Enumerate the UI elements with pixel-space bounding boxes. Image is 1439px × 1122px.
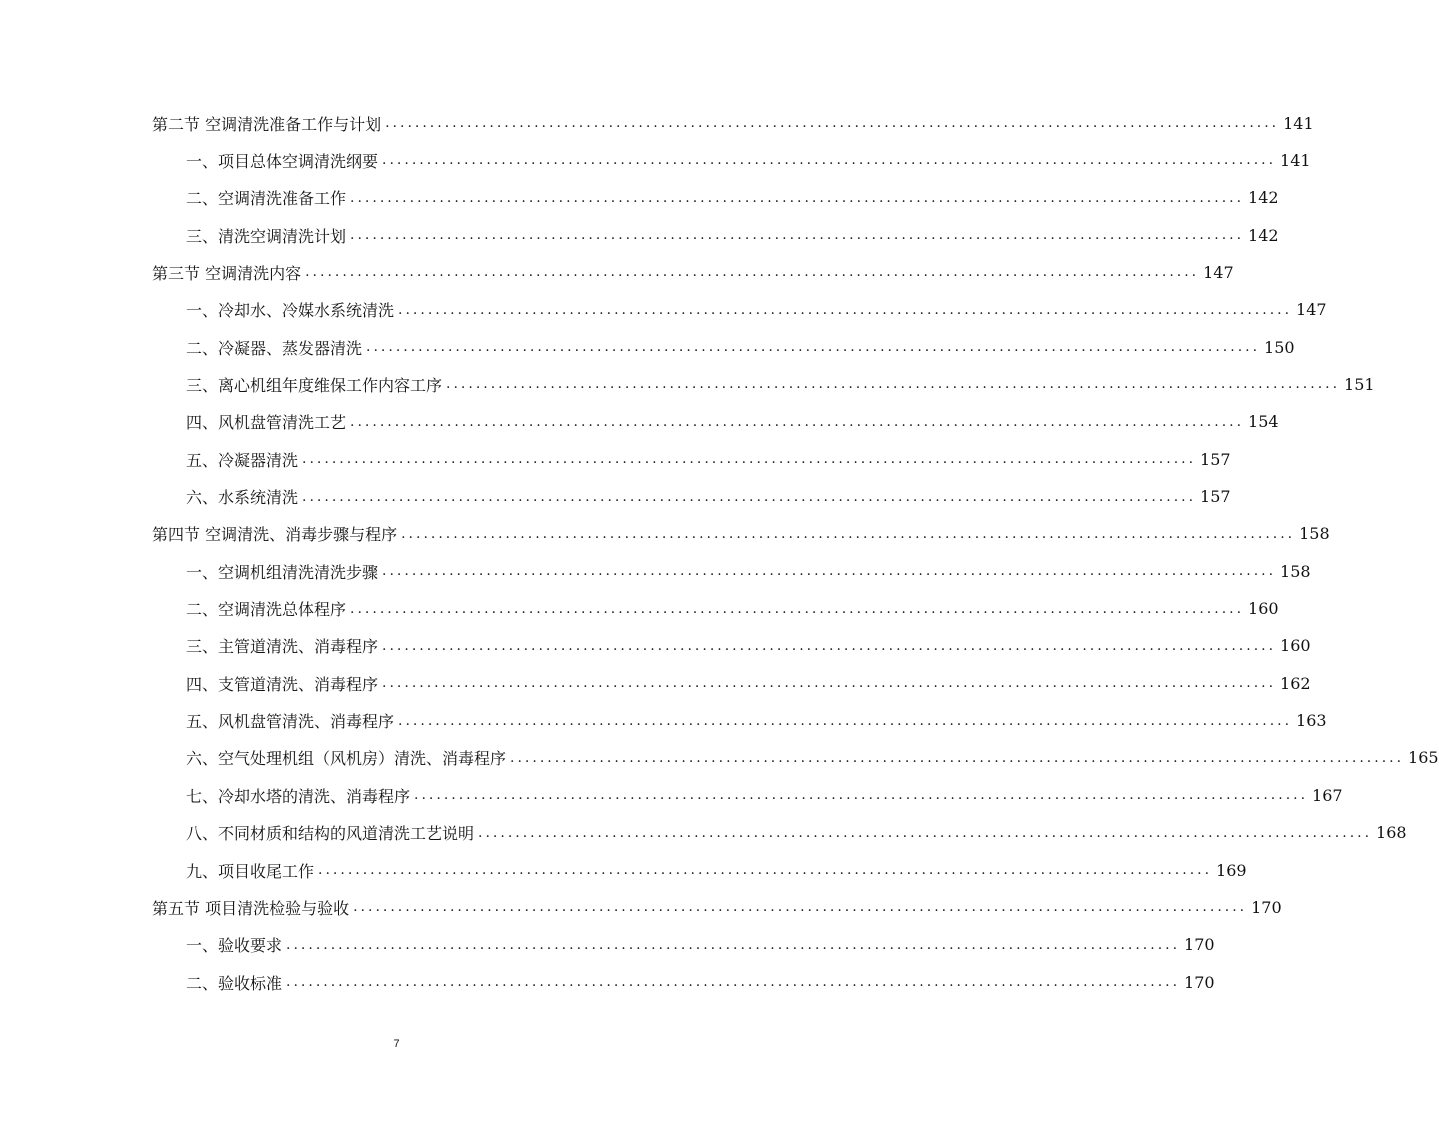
dot-leader: ........................................................................................................................ bbox=[318, 862, 1213, 878]
toc-entry[interactable] bbox=[186, 559, 1311, 583]
toc-entry-page: 147 bbox=[1203, 262, 1234, 282]
toc-entry[interactable] bbox=[186, 597, 1279, 621]
toc-entry-page: 169 bbox=[1216, 860, 1247, 880]
toc-entry-title: 二、空调清洗准备工作 bbox=[186, 189, 347, 209]
toc-entry[interactable] bbox=[186, 410, 1279, 434]
dot-leader: ........................................................................................................................ bbox=[350, 189, 1245, 206]
toc-entry-page: 141 bbox=[1283, 113, 1314, 133]
toc-entry-page: 142 bbox=[1248, 188, 1279, 208]
toc-entry[interactable] bbox=[186, 821, 1407, 845]
toc-entry[interactable] bbox=[186, 970, 1215, 994]
toc-entry-title: 二、冷凝器、蒸发器清洗 bbox=[186, 338, 363, 358]
dot-leader: ........................................................................................................................ bbox=[414, 787, 1309, 804]
toc-entry-title: 九、项目收尾工作 bbox=[186, 861, 315, 881]
toc-entry[interactable] bbox=[186, 709, 1327, 733]
dot-leader: ........................................................................................................................ bbox=[350, 227, 1245, 244]
dot-leader: ........................................................................................................................ bbox=[286, 936, 1181, 953]
toc-entry-page: 147 bbox=[1296, 300, 1327, 320]
toc-entry-title: 五、风机盘管清洗、消毒程序 bbox=[186, 712, 395, 732]
toc-entry-page: 158 bbox=[1299, 524, 1330, 544]
dot-leader: ........................................................................................................................ bbox=[305, 264, 1200, 281]
toc-entry-page: 167 bbox=[1312, 785, 1343, 805]
toc-entry-page: 150 bbox=[1264, 337, 1295, 357]
page-number: 7 bbox=[393, 1038, 400, 1050]
toc-entry-page: 162 bbox=[1280, 673, 1311, 693]
toc-entry[interactable] bbox=[152, 111, 1314, 135]
toc-entry[interactable] bbox=[186, 746, 1439, 770]
toc-entry-title: 一、验收要求 bbox=[186, 936, 283, 956]
toc-entry-page: 170 bbox=[1184, 972, 1215, 992]
toc-entry[interactable] bbox=[186, 485, 1231, 509]
toc-entry[interactable] bbox=[186, 447, 1231, 471]
toc-entry-title: 五、冷凝器清洗 bbox=[186, 450, 299, 470]
dot-leader: ........................................................................................................................ bbox=[382, 563, 1277, 580]
toc-entry-title: 六、水系统清洗 bbox=[186, 488, 299, 507]
toc-entry-title: 第四节 空调清洗、消毒步骤与程序 bbox=[152, 525, 398, 545]
dot-leader: ........................................................................................................................ bbox=[446, 376, 1341, 393]
dot-leader: ........................................................................................................................ bbox=[382, 637, 1277, 654]
dot-leader: ........................................................................................................................ bbox=[366, 339, 1261, 356]
toc-entry-title: 三、清洗空调清洗计划 bbox=[186, 226, 347, 246]
toc-entry-page: 160 bbox=[1280, 636, 1311, 656]
toc-entry-title: 二、空调清洗总体程序 bbox=[186, 600, 347, 620]
toc-entry-title: 八、不同材质和结构的风道清洗工艺说明 bbox=[186, 824, 475, 844]
toc-entry-page: 154 bbox=[1248, 412, 1279, 432]
toc-entry[interactable] bbox=[186, 298, 1327, 322]
toc-entry-title: 一、空调机组清洗清洗步骤 bbox=[186, 562, 379, 582]
toc-entry-title: 四、风机盘管清洗工艺 bbox=[186, 413, 347, 433]
dot-leader: ........................................................................................................................ bbox=[510, 749, 1405, 766]
toc-entry[interactable] bbox=[186, 372, 1375, 396]
dot-leader: ........................................................................................................................ bbox=[382, 675, 1277, 692]
toc-entry[interactable] bbox=[152, 260, 1234, 284]
toc-entry-title: 第二节 空调清洗准备工作与计划 bbox=[152, 114, 382, 134]
toc-entry-title: 六、空气处理机组（风机房）清洗、消毒程序 bbox=[186, 749, 507, 769]
toc-entry[interactable] bbox=[186, 186, 1279, 210]
toc-entry[interactable] bbox=[186, 634, 1311, 658]
toc-entry-page: 170 bbox=[1184, 935, 1215, 955]
toc-entry-page: 142 bbox=[1248, 225, 1279, 245]
toc-entry[interactable] bbox=[152, 895, 1282, 919]
dot-leader: ........................................................................................................................ bbox=[478, 824, 1373, 841]
dot-leader: ........................................................................................................................ bbox=[385, 115, 1280, 131]
dot-leader: ........................................................................................................................ bbox=[350, 600, 1245, 617]
toc-entry-page: 158 bbox=[1280, 561, 1311, 581]
toc-entry-page: 157 bbox=[1200, 449, 1231, 469]
toc-entry-title: 一、冷却水、冷媒水系统清洗 bbox=[186, 301, 395, 321]
dot-leader: ........................................................................................................................ bbox=[382, 152, 1277, 169]
toc-entry[interactable] bbox=[186, 858, 1247, 882]
toc-entry[interactable] bbox=[186, 335, 1295, 359]
toc-entry[interactable] bbox=[186, 671, 1311, 695]
dot-leader: ........................................................................................................................ bbox=[286, 974, 1181, 991]
dot-leader: ........................................................................................................................ bbox=[398, 712, 1293, 729]
toc-entry[interactable] bbox=[152, 522, 1330, 546]
toc-entry[interactable] bbox=[186, 223, 1279, 247]
dot-leader: ........................................................................................................................ bbox=[353, 899, 1248, 916]
toc-entry-title: 二、验收标准 bbox=[186, 973, 283, 993]
toc-entry-page: 157 bbox=[1200, 487, 1231, 506]
dot-leader: ........................................................................................................................ bbox=[401, 525, 1296, 542]
dot-leader: ........................................................................................................................ bbox=[350, 413, 1245, 430]
dot-leader: ........................................................................................................................ bbox=[302, 488, 1197, 505]
toc-entry-title: 三、主管道清洗、消毒程序 bbox=[186, 637, 379, 657]
toc-entry-title: 三、离心机组年度维保工作内容工序 bbox=[186, 375, 443, 395]
toc-entry-title: 第三节 空调清洗内容 bbox=[152, 263, 302, 283]
toc-entry[interactable] bbox=[186, 783, 1343, 807]
toc-entry[interactable] bbox=[186, 148, 1311, 172]
toc-entry-title: 一、项目总体空调清洗纲要 bbox=[186, 151, 379, 171]
toc-entry-title: 七、冷却水塔的清洗、消毒程序 bbox=[186, 786, 411, 806]
toc-entry-page: 151 bbox=[1344, 374, 1375, 394]
toc-entry-title: 第五节 项目清洗检验与验收 bbox=[152, 898, 350, 918]
dot-leader: ........................................................................................................................ bbox=[398, 301, 1293, 318]
toc-entry-title: 四、支管道清洗、消毒程序 bbox=[186, 674, 379, 694]
toc-entry-page: 163 bbox=[1296, 711, 1327, 731]
toc-entry-page: 160 bbox=[1248, 599, 1279, 619]
dot-leader: ........................................................................................................................ bbox=[302, 451, 1197, 468]
toc-entry-page: 165 bbox=[1408, 748, 1439, 768]
toc-entry-page: 141 bbox=[1280, 150, 1311, 170]
toc-entry-page: 168 bbox=[1376, 823, 1407, 843]
toc-entry[interactable] bbox=[186, 933, 1215, 957]
toc-entry-page: 170 bbox=[1251, 897, 1282, 917]
